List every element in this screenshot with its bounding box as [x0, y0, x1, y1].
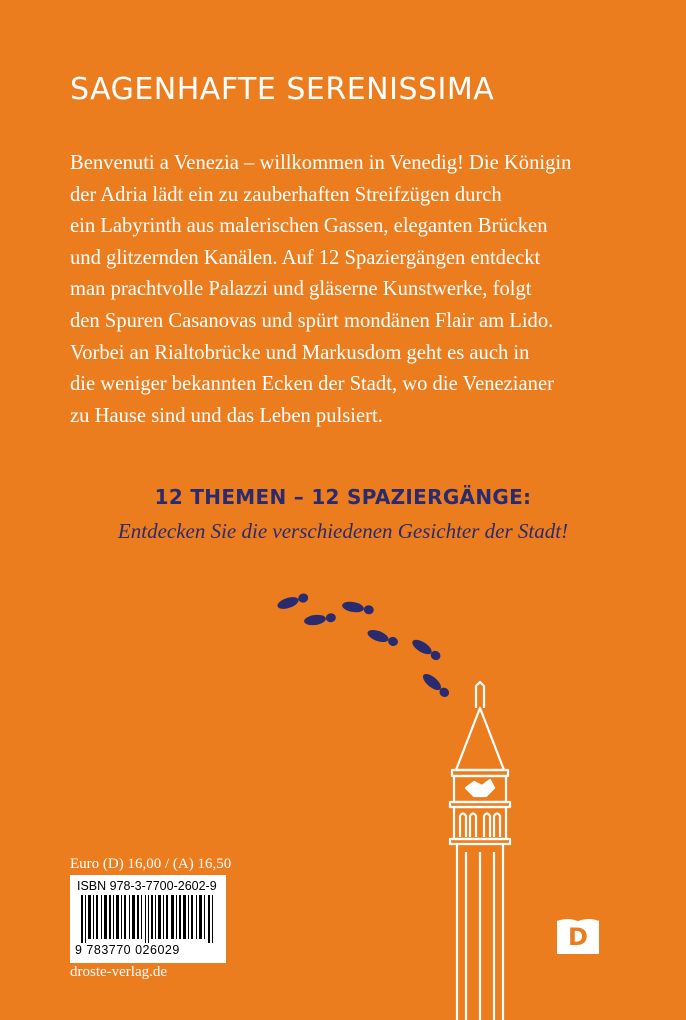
publisher-logo: [555, 910, 601, 956]
campanile-icon: [430, 680, 540, 1020]
isbn-number: ISBN 978-3-7700-2602-9: [77, 879, 217, 893]
blurb-line: und glitzernden Kanälen. Auf 12 Spaziergängen entdeckt: [70, 246, 541, 269]
subhead: 12 THEMEN – 12 SPAZIERGÄNGE:: [154, 485, 532, 509]
blurb-line: man prachtvolle Palazzi und gläserne Kunstwerke, folgt: [70, 278, 532, 301]
barcode: [70, 875, 226, 963]
tagline: Entdecken Sie die verschiedenen Gesichter der Stadt!: [117, 519, 569, 543]
blurb-line: ein Labyrinth aus malerischen Gassen, eleganten Brücken: [70, 215, 548, 238]
cover-title: SAGENHAFTE SERENISSIMA: [70, 72, 495, 107]
barcode-icon: [77, 895, 219, 943]
blurb-line: den Spuren Casanovas und spürt mondänen Flair am Lido.: [70, 309, 554, 332]
blurb-line: die weniger bekannten Ecken der Stadt, wo die Venezianer: [70, 373, 554, 396]
ean-number: 9 783770 026029: [75, 943, 180, 957]
price-label: Euro (D) 16,00 / (A) 16,50: [70, 856, 232, 872]
blurb-line: Vorbei an Rialtobrücke und Markusdom geht es auch in: [70, 341, 530, 364]
logo-letter: D: [568, 923, 588, 951]
blurb-line: zu Hause sind und das Leben pulsiert.: [70, 404, 383, 427]
publisher-website: droste-verlag.de: [70, 964, 168, 980]
blurb-line: der Adria lädt ein zu zauberhaften Streifzügen durch: [70, 183, 502, 206]
blurb-line: Benvenuti a Venezia – willkommen in Venedig! Die Königin: [70, 152, 572, 174]
